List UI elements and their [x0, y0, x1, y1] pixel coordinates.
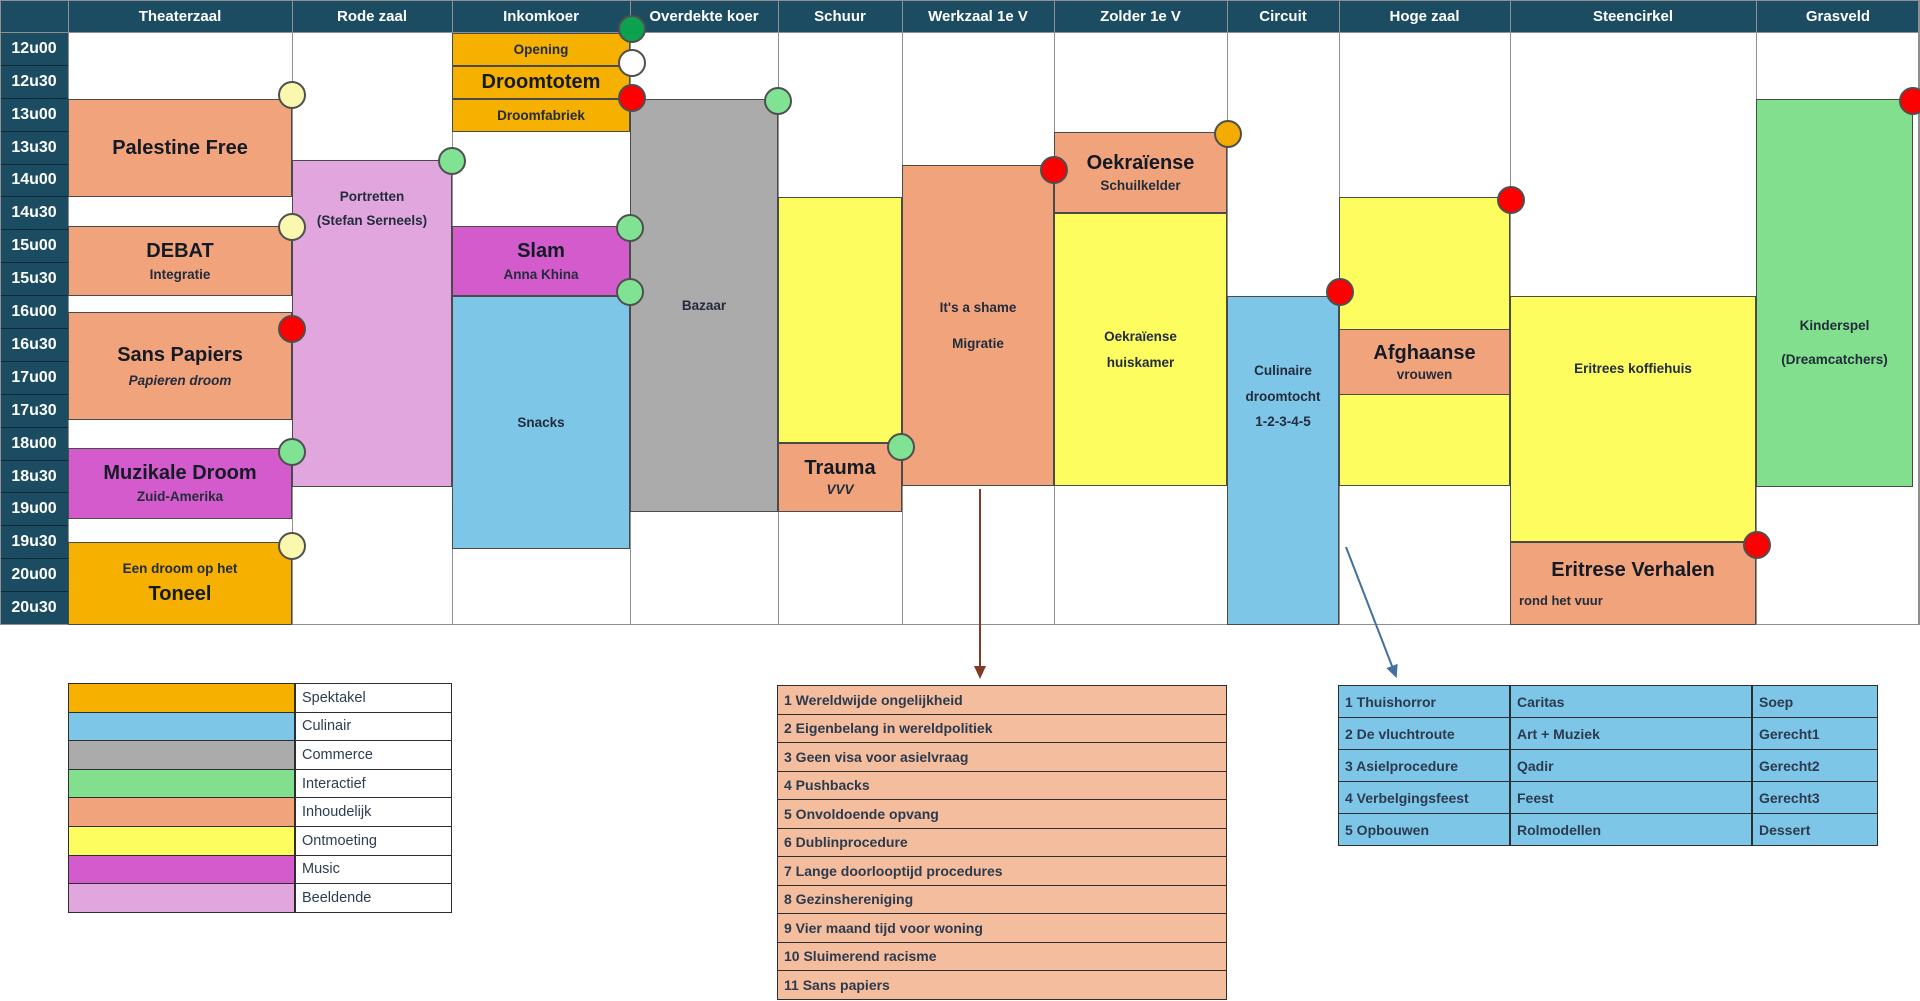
legend-swatch-music — [68, 855, 295, 885]
legend-label: Beeldende — [295, 883, 452, 913]
time-label-cell: 16u00 — [0, 296, 68, 329]
event-label: DEBAT — [146, 239, 214, 262]
event-label: Anna Khina — [503, 266, 579, 282]
time-label-cell: 16u30 — [0, 329, 68, 362]
topics-table-row: 1 Wereldwijde ongelijkheid — [777, 685, 1227, 715]
event-label: Zuid-Amerika — [136, 489, 224, 505]
legend-swatch-spektakel — [68, 683, 295, 713]
venue-header-theaterzaal: Theaterzaal — [138, 8, 222, 25]
route-table-cell: 1 Thuishorror — [1338, 685, 1510, 718]
legend-label: Culinair — [295, 712, 452, 742]
event-label: Integratie — [149, 266, 211, 282]
route-table-cell: Qadir — [1510, 749, 1752, 782]
legend-row-inhoudelijk — [68, 797, 452, 827]
topics-table-row: 6 Dublinprocedure — [777, 828, 1227, 858]
event-label: Oekraïense — [1104, 328, 1177, 344]
arrow-to-route-table-head — [1386, 664, 1397, 678]
route-table-cell: Gerecht2 — [1752, 749, 1878, 782]
legend-row-commerce — [68, 740, 452, 770]
legend-label: Music — [295, 855, 452, 885]
event-label: Migratie — [952, 335, 1004, 351]
route-table-cell: Caritas — [1510, 685, 1752, 718]
route-table-cell: Dessert — [1752, 813, 1878, 846]
event-label: Portretten — [339, 189, 405, 204]
event-label: rond het vuur — [1519, 592, 1603, 608]
venue-header-overdekte-koer: Overdekte koer — [649, 8, 759, 25]
route-table-cell: 2 De vluchtroute — [1338, 717, 1510, 750]
legend-label: Inhoudelijk — [295, 797, 452, 827]
venue-header-steencirkel: Steencirkel — [1592, 8, 1674, 25]
route-table-cell: 5 Opbouwen — [1338, 813, 1510, 846]
legend-swatch-culinair — [68, 712, 295, 742]
event-label: Palestine Free — [112, 136, 248, 159]
event-label: Kinderspel — [1799, 318, 1870, 333]
venue-header-schuur: Schuur — [814, 8, 866, 25]
legend-row-spektakel — [68, 683, 452, 713]
time-label-cell: 14u30 — [0, 197, 68, 230]
route-table-cell: Gerecht3 — [1752, 781, 1878, 814]
legend-swatch-interactief — [68, 769, 295, 799]
event-label: Schuilkelder — [1100, 177, 1181, 193]
topics-table-row: 8 Gezinshereniging — [777, 885, 1227, 915]
topics-table-row: 4 Pushbacks — [777, 771, 1227, 801]
event-label: Bazaar — [681, 297, 727, 313]
event-label: Trauma — [804, 457, 876, 480]
event-label: Snacks — [517, 414, 565, 430]
time-label-cell: 18u30 — [0, 461, 68, 494]
event-label: Afghaanse — [1373, 341, 1476, 364]
time-label-cell: 18u00 — [0, 428, 68, 461]
event-label: Opening — [513, 41, 569, 57]
event-label: Slam — [517, 239, 565, 262]
route-table-cell: Art + Muziek — [1510, 717, 1752, 750]
event-label: (Stefan Serneels) — [316, 212, 428, 228]
event-label: Oekraïense — [1086, 151, 1195, 174]
time-label-cell: 12u00 — [0, 33, 68, 66]
event-label: Culinaire — [1254, 363, 1312, 378]
route-table-cell: Gerecht1 — [1752, 717, 1878, 750]
route-table-cell: Feest — [1510, 781, 1752, 814]
legend-row-beeldende — [68, 883, 452, 913]
arrow-to-route-table — [1346, 547, 1392, 666]
legend-swatch-inhoudelijk — [68, 797, 295, 827]
event-label: Een droom op het — [122, 561, 238, 577]
legend-swatch-ontmoeting — [68, 826, 295, 856]
legend-label: Interactief — [295, 769, 452, 799]
time-label-cell: 19u00 — [0, 493, 68, 526]
venue-header-rode-zaal: Rode zaal — [336, 8, 408, 25]
time-label-cell: 19u30 — [0, 526, 68, 559]
topics-table-row: 3 Geen visa voor asielvraag — [777, 742, 1227, 772]
event-label: droomtocht — [1245, 388, 1321, 404]
event-label: Droomtotem — [481, 71, 601, 93]
legend-label: Spektakel — [295, 683, 452, 713]
topics-table-row: 10 Sluimerend racisme — [777, 942, 1227, 972]
event-label: Sans Papiers — [117, 343, 243, 366]
time-label-cell: 15u30 — [0, 263, 68, 296]
event-label: 1-2-3-4-5 — [1255, 414, 1311, 430]
time-label-cell: 15u00 — [0, 230, 68, 263]
event-label: Muzikale Droom — [103, 462, 257, 485]
topics-table-row: 2 Eigenbelang in wereldpolitiek — [777, 714, 1227, 744]
time-label-cell: 17u30 — [0, 395, 68, 428]
event-label: Toneel — [148, 582, 212, 605]
time-label-cell: 12u30 — [0, 66, 68, 99]
legend-label: Commerce — [295, 740, 452, 770]
venue-header-circuit: Circuit — [1259, 8, 1307, 25]
topics-table-row: 11 Sans papiers — [777, 970, 1227, 1000]
event-label: Eritrees koffiehuis — [1574, 361, 1692, 376]
legend-swatch-commerce — [68, 740, 295, 770]
event-label: vrouwen — [1396, 366, 1453, 382]
time-label-cell: 17u00 — [0, 362, 68, 395]
event-label: Eritrese Verhalen — [1551, 558, 1715, 581]
legend-row-culinair — [68, 712, 452, 742]
legend-row-interactief — [68, 769, 452, 799]
event-label: Papieren droom — [128, 372, 232, 388]
time-label-cell: 20u00 — [0, 559, 68, 592]
legend-label: Ontmoeting — [295, 826, 452, 856]
venue-header-inkomkoer: Inkomkoer — [503, 8, 579, 25]
legend-row-music — [68, 855, 452, 885]
route-table-cell: 4 Verbelgingsfeest — [1338, 781, 1510, 814]
topics-table-row: 7 Lange doorlooptijd procedures — [777, 856, 1227, 886]
legend-swatch-beeldende — [68, 883, 295, 913]
event-label: VVV — [826, 482, 854, 498]
arrow-to-topics-table-head — [974, 666, 986, 679]
time-label-cell: 13u00 — [0, 99, 68, 132]
venue-header-hoge-zaal: Hoge zaal — [1389, 8, 1460, 25]
event-label: Droomfabriek — [497, 107, 585, 123]
event-label: huiskamer — [1106, 354, 1175, 370]
venue-header-grasveld: Grasveld — [1805, 8, 1871, 25]
topics-table-row: 5 Onvoldoende opvang — [777, 799, 1227, 829]
route-table-cell: Soep — [1752, 685, 1878, 718]
venue-header-zolder-1e-v: Zolder 1e V — [1100, 8, 1181, 25]
time-label-cell: 20u30 — [0, 592, 68, 625]
route-table-cell: Rolmodellen — [1510, 813, 1752, 846]
venue-header-werkzaal-1e-v: Werkzaal 1e V — [928, 8, 1028, 25]
time-label-cell: 14u00 — [0, 165, 68, 198]
legend-row-ontmoeting — [68, 826, 452, 856]
route-table-cell: 3 Asielprocedure — [1338, 749, 1510, 782]
event-label: It's a shame — [939, 299, 1017, 315]
time-label-cell: 13u30 — [0, 132, 68, 165]
event-label: (Dreamcatchers) — [1781, 351, 1888, 367]
topics-table-row: 9 Vier maand tijd voor woning — [777, 913, 1227, 943]
